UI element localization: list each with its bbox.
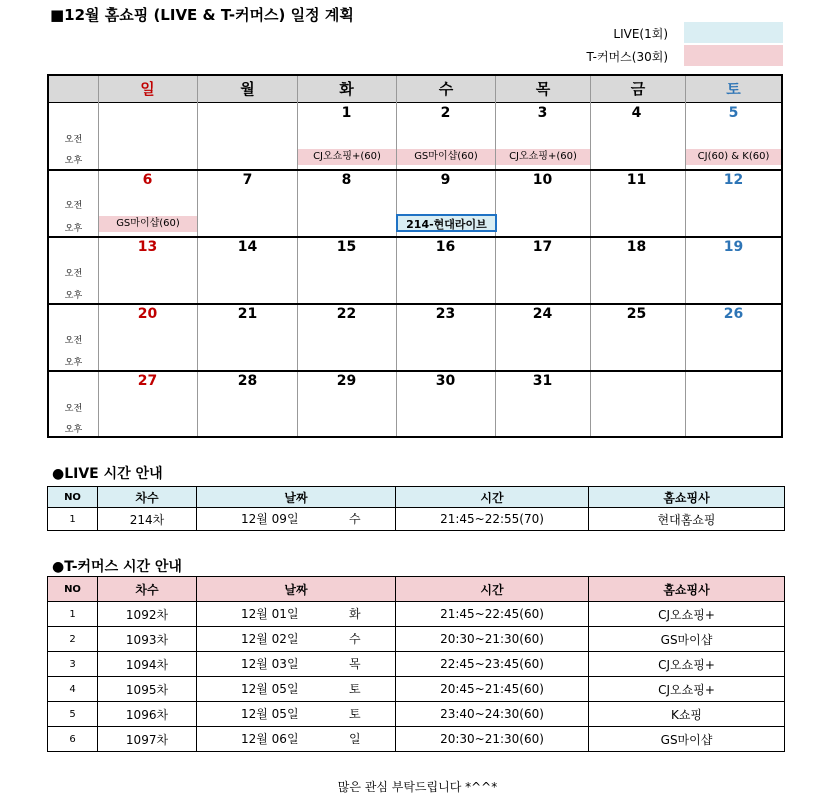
cell-date-text: 12월 01일: [241, 607, 299, 621]
col-no: NO: [48, 487, 98, 508]
tcommerce-table: [47, 576, 785, 752]
am-label: 오전: [64, 336, 83, 346]
table-row: [48, 627, 785, 652]
table-row: [48, 652, 785, 677]
cell-date-text: 12월 03일: [241, 657, 299, 671]
calendar-header: [49, 76, 781, 103]
cell-time: 20:45~21:45(60): [396, 677, 589, 702]
grid-line: [685, 76, 686, 436]
day-number: 13: [137, 239, 158, 255]
cell-no: 4: [48, 677, 98, 702]
cell-no: 5: [48, 702, 98, 727]
day-number: 3: [537, 105, 548, 121]
weekday-wed: 수: [438, 80, 454, 98]
am-label: 오전: [64, 269, 83, 279]
cell-time: 23:40~24:30(60): [396, 702, 589, 727]
weekday-mon: 월: [240, 80, 255, 98]
weekday-sat: 토: [726, 80, 741, 98]
cell-company: K쇼핑: [589, 702, 785, 727]
col-time: 시간: [396, 487, 589, 508]
pm-label: 오후: [64, 425, 83, 435]
tcommerce-event: GS마이샵(60): [397, 149, 495, 165]
day-number: 28: [237, 373, 258, 389]
table-header-row: [48, 487, 785, 508]
table-row: [48, 702, 785, 727]
am-label: 오전: [64, 135, 83, 145]
cell-round: 1096차: [98, 702, 197, 727]
day-number: 16: [435, 239, 456, 255]
live-table: [47, 486, 785, 531]
day-number: 23: [435, 306, 456, 322]
day-number: 5: [728, 105, 739, 121]
footer-note: 많은 관심 부탁드립니다 *^^*: [337, 780, 498, 794]
legend-live-swatch: [684, 22, 783, 43]
cell-time: 20:30~21:30(60): [396, 627, 589, 652]
cell-date: [197, 702, 396, 727]
cell-date: [197, 627, 396, 652]
cell-weekday: 토: [349, 682, 361, 696]
cell-weekday: 수: [349, 632, 361, 646]
table-row: [48, 677, 785, 702]
page-title: ■12월 홈쇼핑 (LIVE & T-커머스) 일정 계획: [50, 6, 354, 24]
legend-live-label: LIVE(1회): [613, 27, 668, 41]
week-divider: [49, 370, 781, 372]
day-number: 19: [723, 239, 744, 255]
day-number: 10: [532, 172, 553, 188]
day-number: 7: [242, 172, 253, 188]
weekday-sun: 일: [140, 80, 155, 98]
day-number: 1: [341, 105, 352, 121]
table-row: [48, 727, 785, 752]
day-number: 31: [532, 373, 553, 389]
cell-time: 22:45~23:45(60): [396, 652, 589, 677]
cell-date-text: 12월 09일: [241, 512, 299, 526]
col-time: 시간: [396, 577, 589, 602]
day-number: 27: [137, 373, 158, 389]
day-number: 25: [626, 306, 647, 322]
weekday-fri: 금: [630, 80, 646, 98]
cell-date-text: 12월 05일: [241, 682, 299, 696]
live-event: 214-현대라이브: [396, 214, 497, 232]
day-number: 6: [142, 172, 153, 188]
day-number: 15: [336, 239, 357, 255]
cell-company: GS마이샵: [589, 727, 785, 752]
day-number: 4: [631, 105, 642, 121]
legend-tcommerce-swatch: [684, 45, 783, 66]
table-header-row: [48, 577, 785, 602]
cell-date: [197, 652, 396, 677]
table-row: [48, 508, 785, 531]
day-number: 9: [440, 172, 451, 188]
cell-company: CJ오쇼핑+: [589, 652, 785, 677]
pm-label: 오후: [64, 156, 83, 166]
live-section-title: ●LIVE 시간 안내: [52, 466, 163, 482]
cell-no: 1: [48, 602, 98, 627]
am-label: 오전: [64, 404, 83, 414]
col-company: 홈쇼핑사: [589, 487, 785, 508]
cell-weekday: 일: [349, 732, 361, 746]
day-number: 8: [341, 172, 352, 188]
day-number: 17: [532, 239, 553, 255]
day-number: 2: [440, 105, 451, 121]
pm-label: 오후: [64, 224, 83, 234]
day-number: 29: [336, 373, 357, 389]
cell-date-text: 12월 02일: [241, 632, 299, 646]
day-number: 24: [532, 306, 553, 322]
col-no: NO: [48, 577, 98, 602]
tcommerce-event: CJ(60) & K(60): [686, 149, 781, 165]
week-divider: [49, 169, 781, 171]
day-number: 14: [237, 239, 258, 255]
cell-company: 현대홈쇼핑: [589, 508, 785, 531]
cell-time: 21:45~22:55(70): [396, 508, 589, 531]
cell-no: 2: [48, 627, 98, 652]
cell-round: 1093차: [98, 627, 197, 652]
cell-time: 21:45~22:45(60): [396, 602, 589, 627]
day-number: 18: [626, 239, 647, 255]
day-number: 11: [626, 172, 647, 188]
cell-round: 1094차: [98, 652, 197, 677]
cell-date: [197, 602, 396, 627]
col-round: 차수: [98, 487, 197, 508]
day-number: 12: [723, 172, 744, 188]
cell-date: [197, 508, 396, 531]
cell-weekday: 수: [349, 512, 361, 526]
table-row: [48, 602, 785, 627]
cell-round: 1095차: [98, 677, 197, 702]
tcommerce-event: GS마이샵(60): [99, 216, 197, 232]
cell-date-text: 12월 05일: [241, 707, 299, 721]
pm-label: 오후: [64, 358, 83, 368]
calendar: [47, 74, 783, 438]
cell-round: 214차: [98, 508, 197, 531]
day-number: 30: [435, 373, 456, 389]
pm-label: 오후: [64, 291, 83, 301]
cell-no: 6: [48, 727, 98, 752]
am-label: 오전: [64, 201, 83, 211]
tcommerce-section-title: ●T-커머스 시간 안내: [52, 559, 182, 575]
week-divider: [49, 236, 781, 238]
cell-no: 1: [48, 508, 98, 531]
tcommerce-event: CJ오쇼핑+(60): [496, 149, 590, 165]
col-company: 홈쇼핑사: [589, 577, 785, 602]
col-round: 차수: [98, 577, 197, 602]
day-number: 22: [336, 306, 357, 322]
cell-company: GS마이샵: [589, 627, 785, 652]
tcommerce-event: CJ오쇼핑+(60): [298, 149, 396, 165]
day-number: 26: [723, 306, 744, 322]
cell-date: [197, 727, 396, 752]
weekday-tue: 화: [339, 80, 354, 98]
cell-no: 3: [48, 652, 98, 677]
cell-weekday: 토: [349, 707, 361, 721]
weekday-thu: 목: [535, 80, 551, 98]
cell-time: 20:30~21:30(60): [396, 727, 589, 752]
cell-round: 1092차: [98, 602, 197, 627]
cell-weekday: 화: [349, 607, 361, 621]
col-date: 날짜: [197, 577, 396, 602]
cell-round: 1097차: [98, 727, 197, 752]
cell-date-text: 12월 06일: [241, 732, 299, 746]
legend-tcommerce-label: T-커머스(30회): [586, 50, 668, 64]
day-number: 20: [137, 306, 158, 322]
cell-company: CJ오쇼핑+: [589, 602, 785, 627]
col-date: 날짜: [197, 487, 396, 508]
cell-date: [197, 677, 396, 702]
cell-company: CJ오쇼핑+: [589, 677, 785, 702]
day-number: 21: [237, 306, 258, 322]
week-divider: [49, 303, 781, 305]
cell-weekday: 목: [349, 657, 361, 671]
